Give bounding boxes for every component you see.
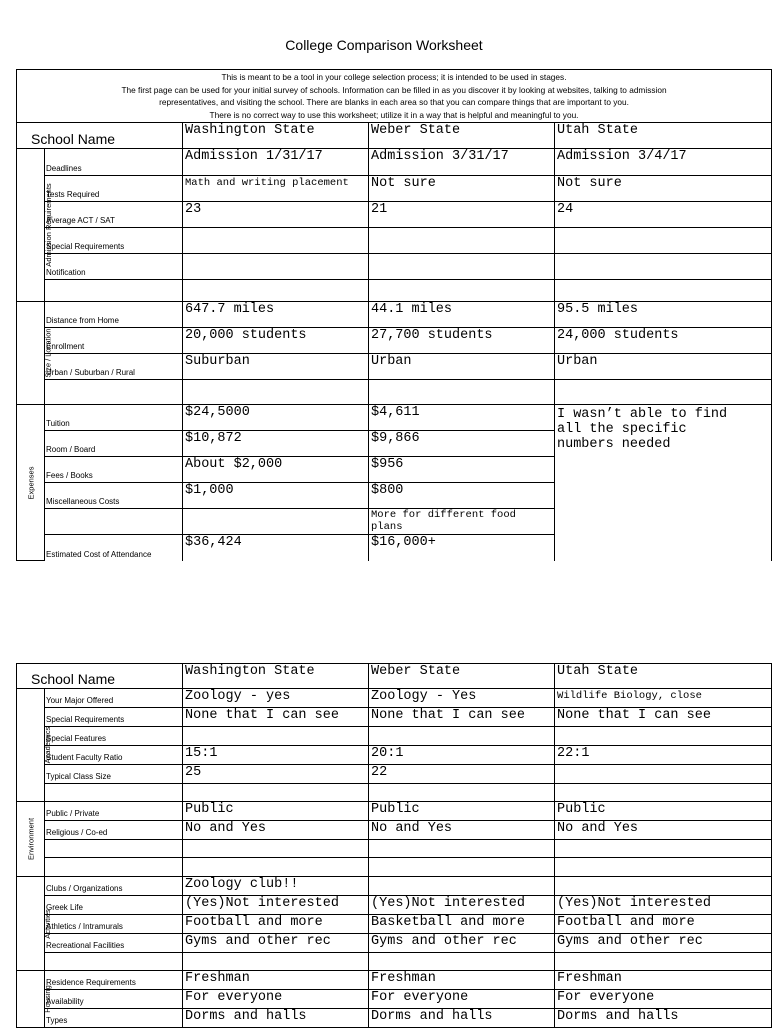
blank-cell[interactable] — [183, 280, 369, 302]
blank-cell[interactable] — [183, 858, 369, 877]
cell[interactable]: Zoology club!! — [183, 877, 369, 896]
row-label: Your Major Offered — [45, 689, 183, 708]
blank-cell[interactable] — [555, 380, 772, 405]
cell[interactable] — [555, 254, 772, 280]
category-academics — [17, 689, 53, 802]
cell[interactable] — [183, 254, 369, 280]
intro-text — [17, 70, 772, 123]
cell[interactable]: $800 — [369, 483, 555, 509]
row-label: Special Requirements — [45, 708, 183, 727]
cell[interactable]: Gyms and other rec — [369, 934, 555, 953]
cell[interactable] — [369, 727, 555, 746]
row-label — [45, 509, 183, 535]
cell[interactable]: Zoology - yes — [183, 689, 369, 708]
cell[interactable]: 647.7 miles — [183, 302, 369, 328]
row-label: Tuition — [45, 405, 183, 431]
blank-cell[interactable] — [555, 858, 772, 877]
row-label: Student Faculty Ratio — [45, 746, 183, 765]
school-header-2[interactable]: Weber State — [369, 123, 555, 149]
row-label: Greek Life — [45, 896, 183, 915]
cell[interactable]: 95.5 miles — [555, 302, 772, 328]
row-label: Special Requirements — [45, 228, 183, 254]
cell[interactable]: 15:1 — [183, 746, 369, 765]
comparison-table-page-1 — [16, 69, 772, 561]
cell[interactable]: $10,872 — [183, 431, 369, 457]
row-label: Miscellaneous Costs — [45, 483, 183, 509]
row-label: Fees / Books — [45, 457, 183, 483]
blank-cell[interactable] — [369, 858, 555, 877]
cell[interactable]: (Yes)Not interested — [369, 896, 555, 915]
cell[interactable]: Football and more — [183, 915, 369, 934]
category-activities — [17, 877, 53, 971]
cell[interactable]: 22:1 — [555, 746, 772, 765]
category-label: Expenses — [26, 466, 35, 499]
cell[interactable] — [555, 228, 772, 254]
cell[interactable]: Public — [555, 802, 772, 821]
blank-cell[interactable] — [183, 380, 369, 405]
category-admission — [17, 149, 53, 302]
cell[interactable] — [183, 727, 369, 746]
row-label: Religious / Co-ed — [45, 821, 183, 840]
row-label: Special Features — [45, 727, 183, 746]
blank-cell[interactable] — [183, 784, 369, 802]
category-environment — [17, 802, 45, 877]
cell[interactable]: Suburban — [183, 354, 369, 380]
cell[interactable] — [555, 765, 772, 784]
comparison-table-page-2 — [16, 663, 772, 1028]
cell[interactable]: Dorms and halls — [369, 1009, 555, 1028]
row-label: Notification — [45, 254, 183, 280]
cell[interactable] — [183, 228, 369, 254]
cell[interactable]: Gyms and other rec — [555, 934, 772, 953]
row-label: Residence Requirements — [45, 971, 183, 990]
cell[interactable]: 20,000 students — [183, 328, 369, 354]
category-housing — [17, 971, 53, 1028]
blank-cell[interactable] — [369, 380, 555, 405]
cell[interactable]: $24,5000 — [183, 405, 369, 431]
blank-cell[interactable] — [369, 784, 555, 802]
blank-cell[interactable] — [369, 953, 555, 971]
cell[interactable]: $36,424 — [183, 535, 369, 561]
row-label: Urban / Suburban / Rural — [45, 354, 183, 380]
intro-line: There is no correct way to use this worksheet; utilize it in a way that is helpful and meaningful to you. — [209, 109, 579, 120]
intro-line: representatives, and visiting the school. There are blanks in each area so that you can compare things that are important to you. — [159, 97, 629, 108]
row-label: Recreational Facilities — [45, 934, 183, 953]
cell[interactable]: (Yes)Not interested — [183, 896, 369, 915]
cell[interactable] — [369, 254, 555, 280]
cell[interactable]: (Yes)Not interested — [555, 896, 772, 915]
school-name-label: School Name — [17, 123, 183, 149]
cell[interactable]: About $2,000 — [183, 457, 369, 483]
row-label: Clubs / Organizations — [45, 877, 183, 896]
blank-cell[interactable] — [555, 953, 772, 971]
blank-cell[interactable] — [369, 280, 555, 302]
school-header-3[interactable]: Utah State — [555, 123, 772, 149]
row-label: Enrollment — [45, 328, 183, 354]
row-label: Distance from Home — [45, 302, 183, 328]
cell[interactable] — [369, 228, 555, 254]
cell[interactable]: Zoology - Yes — [369, 689, 555, 708]
cell[interactable]: 24 — [555, 202, 772, 228]
cell[interactable]: Dorms and halls — [183, 1009, 369, 1028]
school-header-3[interactable]: Utah State — [555, 664, 772, 689]
cell[interactable]: $4,611 — [369, 405, 555, 431]
cell[interactable]: 44.1 miles — [369, 302, 555, 328]
category-label: Housing — [43, 985, 53, 1013]
cell[interactable]: 23 — [183, 202, 369, 228]
row-label: Availability — [45, 990, 183, 1009]
cell[interactable]: 22 — [369, 765, 555, 784]
blank-cell[interactable] — [45, 840, 183, 858]
category-expenses — [17, 405, 45, 561]
category-label: Admission Requirements — [43, 183, 53, 267]
category-label: Environment — [26, 817, 35, 861]
cell[interactable]: None that I can see — [369, 708, 555, 727]
blank-cell[interactable] — [183, 953, 369, 971]
blank-cell[interactable] — [183, 840, 369, 858]
cell[interactable]: Admission 1/31/17 — [183, 149, 369, 176]
cell[interactable]: Urban — [555, 354, 772, 380]
cell[interactable]: 25 — [183, 765, 369, 784]
cell[interactable]: None that I can see — [555, 708, 772, 727]
cell[interactable]: Public — [369, 802, 555, 821]
cell[interactable]: Freshman — [369, 971, 555, 990]
intro-line: This is meant to be a tool in your college selection process; it is intended to be used in stages. — [221, 72, 567, 82]
cell[interactable]: For everyone — [369, 990, 555, 1009]
cell[interactable]: Dorms and halls — [555, 1009, 772, 1028]
cell[interactable] — [369, 877, 555, 896]
cell[interactable]: Admission 3/4/17 — [555, 149, 772, 176]
blank-cell[interactable] — [45, 380, 183, 405]
cell[interactable]: Not sure — [555, 176, 772, 202]
blank-cell[interactable] — [45, 953, 183, 971]
cell[interactable]: Wildlife Biology, close — [555, 689, 772, 708]
category-label: Activities — [43, 908, 53, 939]
blank-cell[interactable] — [45, 280, 183, 302]
cell[interactable]: For everyone — [183, 990, 369, 1009]
row-label: Public / Private — [45, 802, 183, 821]
row-label: Deadlines — [45, 149, 183, 176]
school-name-label: School Name — [17, 664, 183, 689]
utah-expenses-note[interactable]: I wasn’t able to find all the specific numbers needed — [555, 405, 772, 561]
category-label: Size / Location — [43, 328, 53, 378]
blank-cell[interactable] — [555, 784, 772, 802]
row-label: Room / Board — [45, 431, 183, 457]
blank-cell[interactable] — [45, 784, 183, 802]
cell[interactable] — [183, 509, 369, 535]
cell[interactable]: 27,700 students — [369, 328, 555, 354]
blank-cell[interactable] — [555, 840, 772, 858]
cell[interactable]: Freshman — [183, 971, 369, 990]
row-label: Average ACT / SAT — [45, 202, 183, 228]
school-header-1[interactable]: Washington State — [183, 123, 369, 149]
row-label: Athletics / Intramurals — [45, 915, 183, 934]
cell[interactable] — [555, 877, 772, 896]
page-title: College Comparison Worksheet — [285, 37, 483, 53]
blank-cell[interactable] — [45, 858, 183, 877]
blank-cell[interactable] — [555, 280, 772, 302]
cell[interactable]: $956 — [369, 457, 555, 483]
cell[interactable]: Gyms and other rec — [183, 934, 369, 953]
cell[interactable]: Urban — [369, 354, 555, 380]
row-label: Typical Class Size — [45, 765, 183, 784]
cell[interactable]: 24,000 students — [555, 328, 772, 354]
school-header-1[interactable]: Washington State — [183, 664, 369, 689]
row-label: Estimated Cost of Attendance — [45, 535, 183, 561]
cell[interactable]: More for different food plans — [369, 509, 555, 535]
cell[interactable]: 21 — [369, 202, 555, 228]
cell[interactable]: Public — [183, 802, 369, 821]
cell[interactable]: 20:1 — [369, 746, 555, 765]
cell[interactable]: None that I can see — [183, 708, 369, 727]
cell[interactable] — [555, 727, 772, 746]
cell[interactable]: For everyone — [555, 990, 772, 1009]
cell[interactable]: Math and writing placement — [183, 176, 369, 202]
intro-line: The first page can be used for your initial survey of schools. Information can be filled in as you discover it by looking at websites, talking to admission — [121, 84, 667, 95]
cell[interactable]: No and Yes — [369, 821, 555, 840]
cell[interactable]: Freshman — [555, 971, 772, 990]
cell[interactable]: No and Yes — [555, 821, 772, 840]
cell[interactable]: No and Yes — [183, 821, 369, 840]
cell[interactable]: Basketball and more — [369, 915, 555, 934]
cell[interactable]: $9,866 — [369, 431, 555, 457]
category-size-location — [17, 302, 53, 405]
blank-cell[interactable] — [369, 840, 555, 858]
row-label: Tests Required — [45, 176, 183, 202]
cell[interactable]: Not sure — [369, 176, 555, 202]
row-label: Types — [45, 1009, 183, 1028]
cell[interactable]: Admission 3/31/17 — [369, 149, 555, 176]
category-label: Academics — [43, 726, 53, 764]
cell[interactable]: $16,000+ — [369, 535, 555, 561]
cell[interactable]: $1,000 — [183, 483, 369, 509]
school-header-2[interactable]: Weber State — [369, 664, 555, 689]
cell[interactable]: Football and more — [555, 915, 772, 934]
